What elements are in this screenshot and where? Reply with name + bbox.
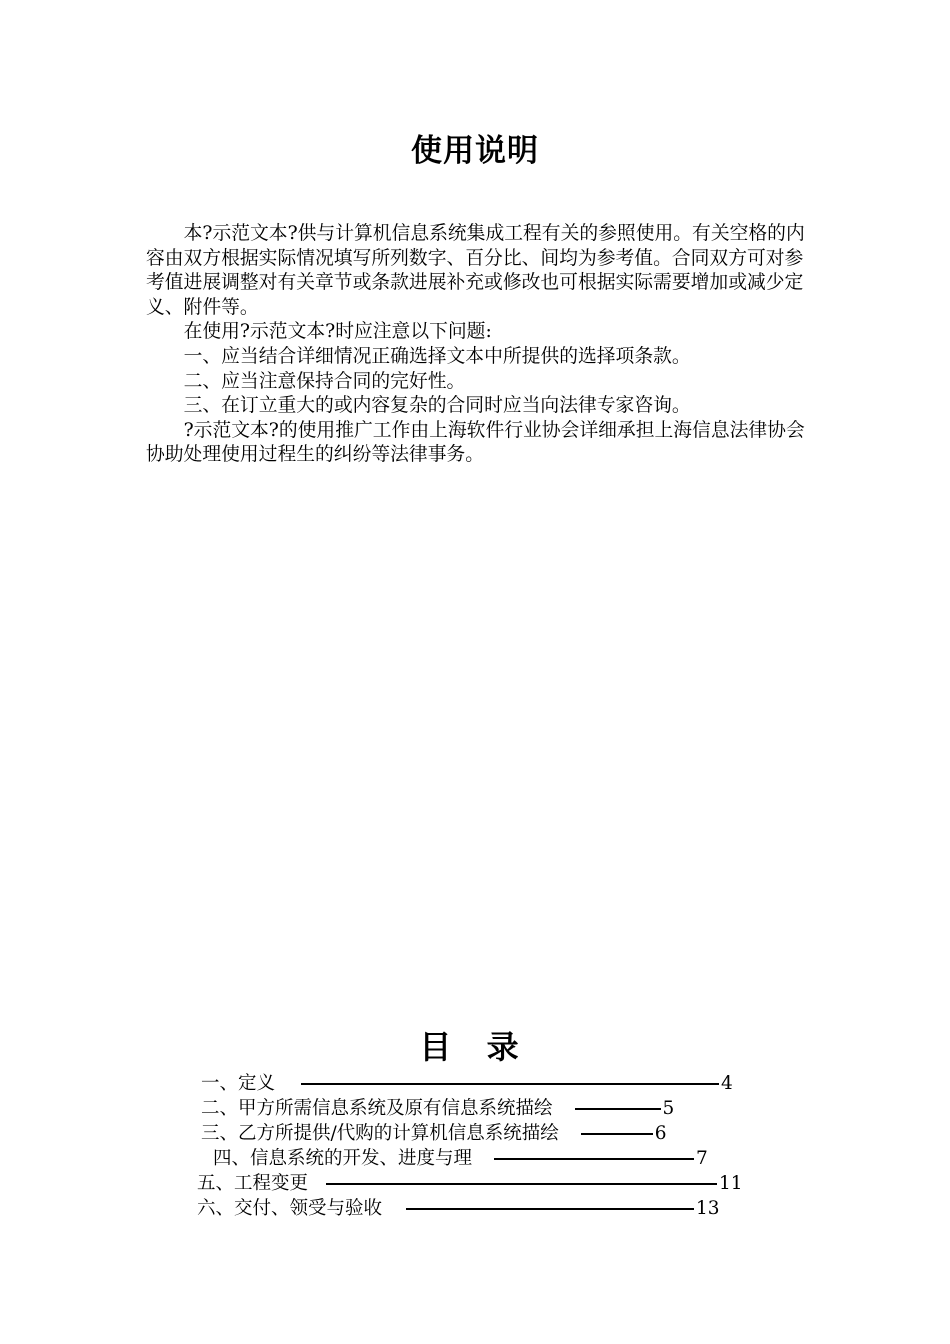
paragraph-note-3: 三、在订立重大的或内容复杂的合同时应当向法律专家咨询。 <box>183 395 691 417</box>
paragraph-note-1: 一、应当结合详细情况正确选择文本中所提供的选择项条款。 <box>183 345 691 367</box>
instructions-title: 使用说明 <box>411 133 539 169</box>
toc-entry-label: 三、乙方所提供/代购的计算机信息系统描绘 <box>201 1123 559 1144</box>
toc-entry[interactable] <box>201 1096 674 1121</box>
toc-leader <box>581 1133 653 1135</box>
toc-title: 目 录 <box>419 1028 531 1066</box>
toc-entry-page: 6 <box>654 1123 667 1144</box>
paragraph-promotion: ?示范文本?的使用推广工作由上海软件行业协会详细承担上海信息法律协会协助处理使用过程生的纠纷等法律事务。 <box>146 419 805 466</box>
paragraph-intro: 本?示范文本?供与计算机信息系统集成工程有关的参照使用。有关空格的内容由双方根据实际情况填写所列数字、百分比、间均为参考值。合同双方可对参考值进展调整对有关章节或条款进展补充或修改也可根据实际需要增加或减少定义、附件等。 <box>146 223 805 318</box>
toc-entry-page: 7 <box>696 1148 708 1169</box>
toc-leader <box>406 1208 694 1210</box>
paragraph-usage-notes: 在使用?示范文本?时应注意以下问题: <box>183 321 492 343</box>
toc-leader <box>575 1108 661 1110</box>
toc-entry-label: 四、信息系统的开发、进度与理 <box>213 1148 473 1169</box>
toc-entry-page: 11 <box>719 1173 743 1194</box>
toc-entry[interactable] <box>201 1071 733 1096</box>
toc-entry-page: 5 <box>662 1098 675 1119</box>
toc-leader <box>494 1158 694 1160</box>
toc-entry[interactable] <box>201 1121 667 1146</box>
instructions-body <box>146 222 806 468</box>
toc-leader <box>326 1183 717 1185</box>
toc-entry[interactable] <box>197 1196 720 1221</box>
paragraph-note-2: 二、应当注意保持合同的完好性。 <box>183 370 466 392</box>
toc-entry[interactable] <box>197 1171 743 1196</box>
toc-leader <box>301 1083 719 1085</box>
toc-entry-label: 二、甲方所需信息系统及原有信息系统描绘 <box>201 1098 553 1119</box>
toc-entry-page: 13 <box>696 1198 720 1219</box>
toc-entry-label: 五、工程变更 <box>197 1173 309 1194</box>
toc-entry-label: 一、定义 <box>201 1073 276 1094</box>
toc-entry[interactable] <box>213 1146 708 1171</box>
toc-entry-label: 六、交付、领受与验收 <box>197 1198 383 1219</box>
toc-entry-page: 4 <box>721 1073 733 1094</box>
